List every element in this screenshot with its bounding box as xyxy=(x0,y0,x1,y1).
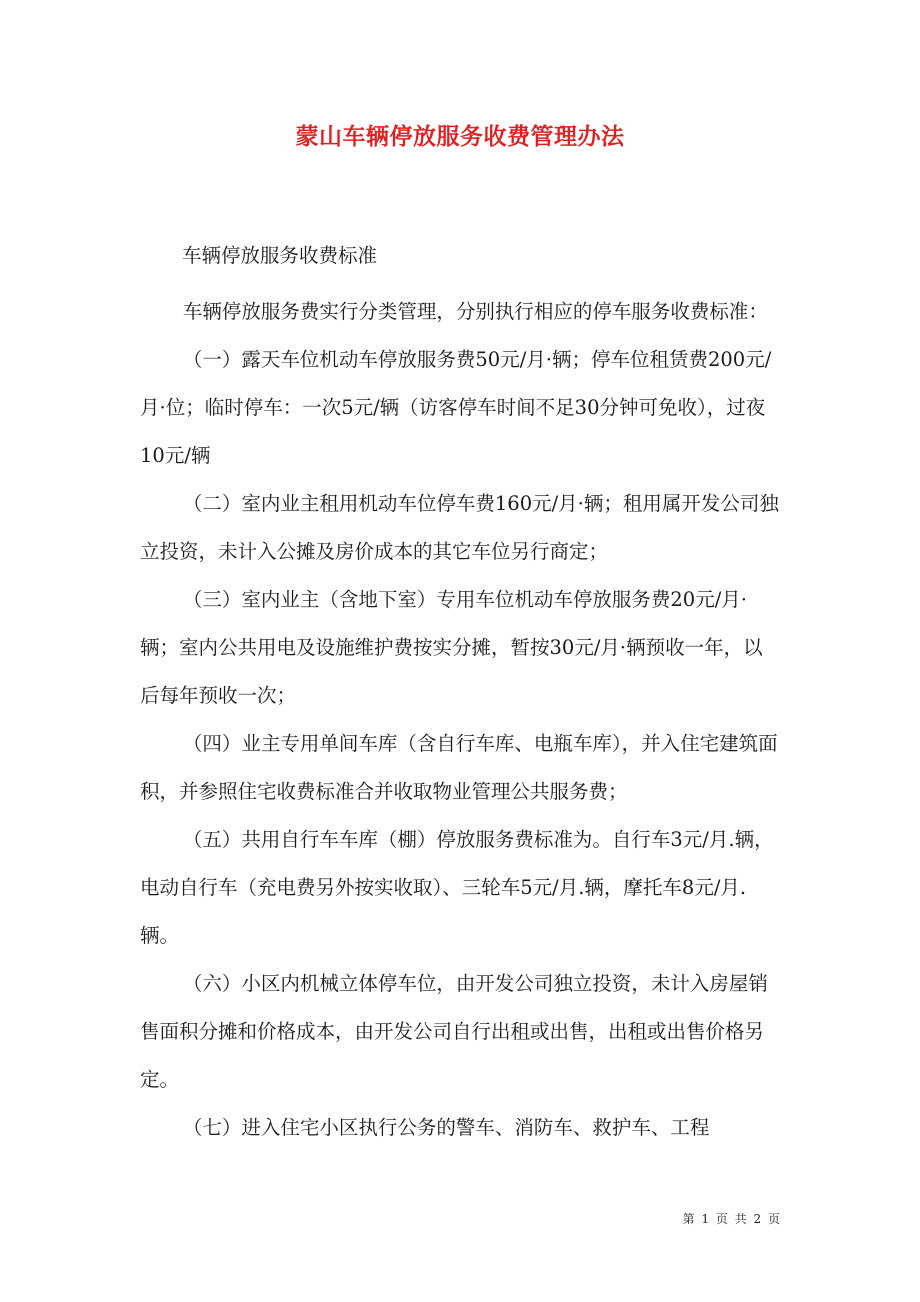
page-number-footer: 第 1 页 共 2 页 xyxy=(682,1212,780,1226)
document-title: 蒙山车辆停放服务收费管理办法 xyxy=(295,123,625,150)
paragraph-item-4: （四）业主专用单间车库（含自行车库、电瓶车库），并入住宅建筑面积，并参照住宅收费标准合并收取物业管理公共服务费； xyxy=(140,732,778,803)
document-body xyxy=(140,288,780,1152)
paragraph-intro: 车辆停放服务费实行分类管理，分别执行相应的停车服务收费标准： xyxy=(182,300,768,323)
paragraph-item-2: （二）室内业主租用机动车位停车费160元/月·辆；租用属开发公司独立投资，未计入公摊及房价成本的其它车位另行商定； xyxy=(140,492,779,563)
section-heading: 车辆停放服务收费标准 xyxy=(182,244,378,267)
paragraph-item-3: （三）室内业主（含地下室）专用车位机动车停放服务费20元/月·辆；室内公共用电及设施维护费按实分摊，暂按30元/月·辆预收一年，以后每年预收一次； xyxy=(140,588,763,707)
paragraph-item-6: （六）小区内机械立体停车位，由开发公司独立投资，未计入房屋销售面积分摊和价格成本，由开发公司自行出租或出售，出租或出售价格另定。 xyxy=(140,972,768,1091)
paragraph-item-5: （五）共用自行车车库（棚）停放服务费标准为。自行车3元/月.辆，电动自行车（充电费另外按实收取）、三轮车5元/月.辆，摩托车8元/月.辆。 xyxy=(140,828,774,947)
paragraph-item-7: （七）进入住宅小区执行公务的警车、消防车、救护车、工程 xyxy=(182,1116,710,1139)
paragraph-item-1: （一）露天车位机动车停放服务费50元/月·辆；停车位租赁费200元/月·位；临时停车：一次5元/辆（访客停车时间不足30分钟可免收），过夜10元/辆 xyxy=(140,348,772,467)
